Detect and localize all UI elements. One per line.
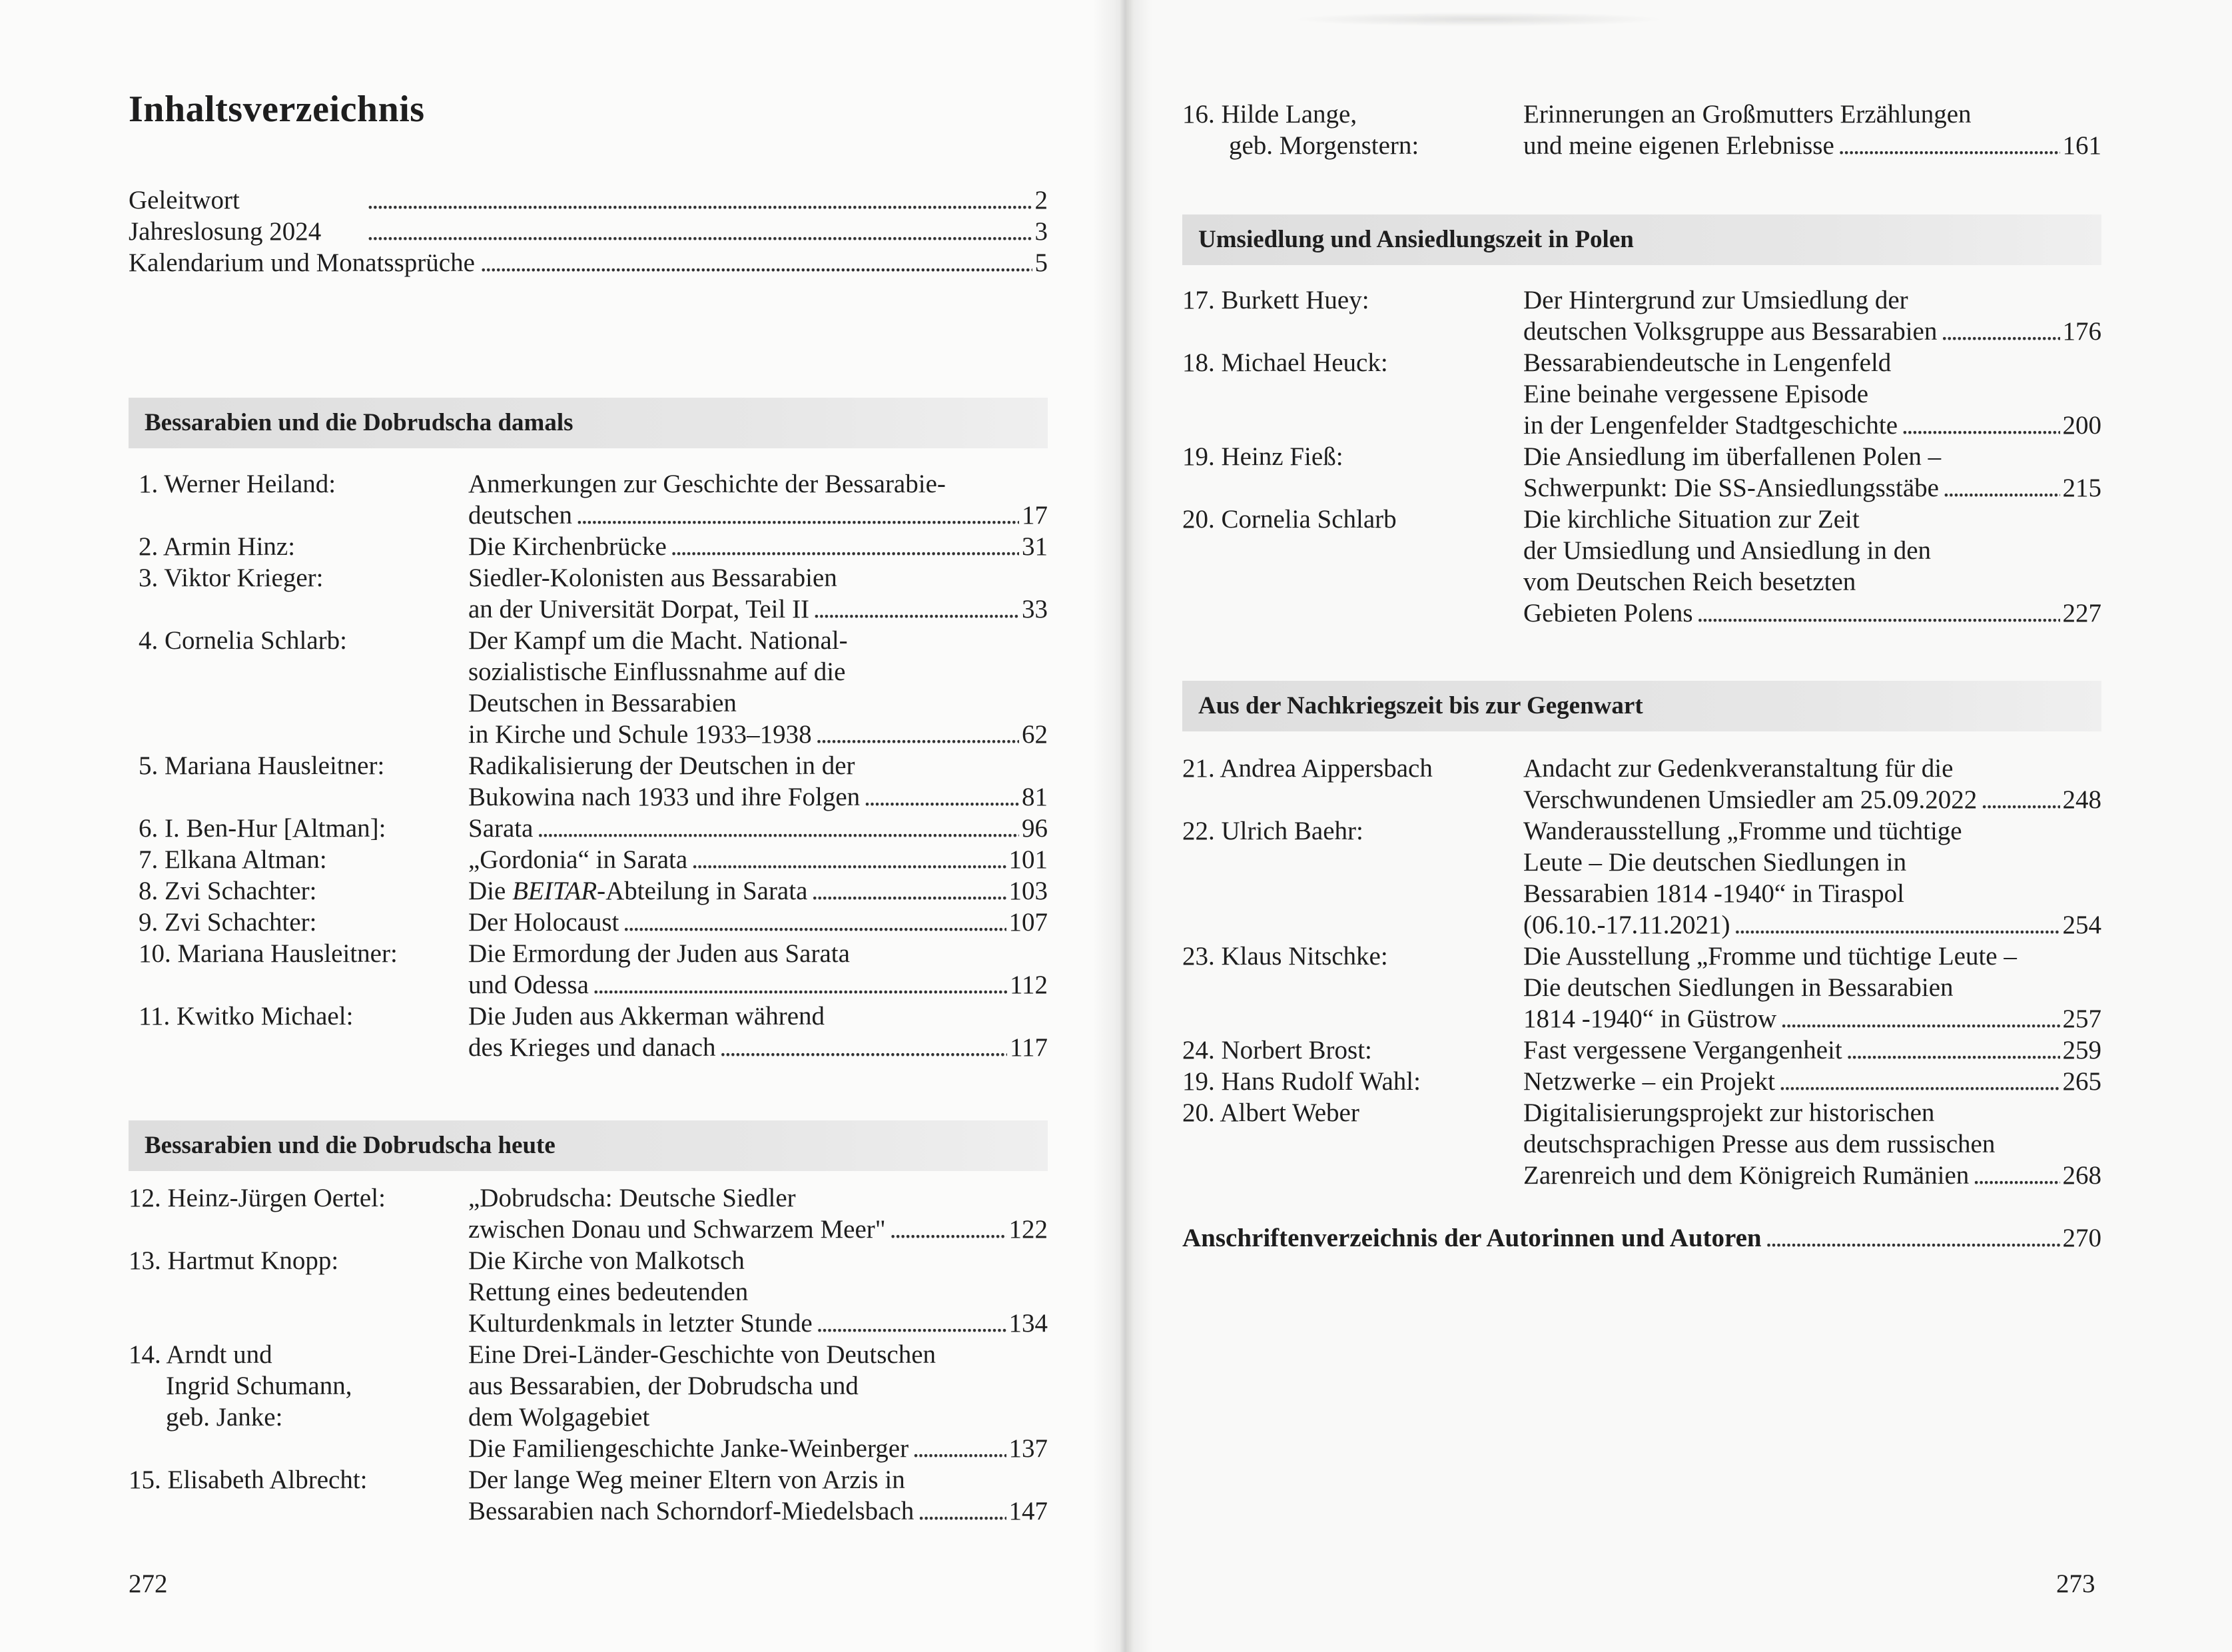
toc-front-page: 3 bbox=[1034, 217, 1048, 246]
toc-title-block bbox=[468, 468, 1048, 531]
toc-title-last-line bbox=[1523, 598, 2101, 629]
toc-author: 10. Mariana Hausleitner: bbox=[139, 939, 398, 968]
toc-title-last-line bbox=[468, 1495, 1048, 1527]
toc-page-number: 96 bbox=[1022, 814, 1048, 843]
toc-title-line: Erinnerungen an Großmutters Erzählungen bbox=[1523, 100, 1972, 129]
toc-front-item bbox=[129, 185, 1048, 216]
toc-title-line: Wanderausstellung „Fromme und tüchtige bbox=[1523, 817, 1962, 845]
toc-title-line: Siedler-Kolonisten aus Bessarabien bbox=[468, 564, 837, 592]
toc-author: Ingrid Schumann, bbox=[166, 1372, 352, 1400]
toc-title-line: Die Kirche von Malkotsch bbox=[468, 1246, 745, 1275]
toc-title-line: Andacht zur Gedenkveranstaltung für die bbox=[1523, 754, 1954, 783]
leader-dots bbox=[890, 1214, 1006, 1245]
toc-author: 12. Heinz-Jürgen Oertel: bbox=[129, 1184, 386, 1212]
toc-title-block bbox=[1523, 941, 2101, 1034]
toc-page-number: 259 bbox=[2062, 1036, 2101, 1064]
toc-author: 8. Zvi Schachter: bbox=[139, 877, 317, 905]
leader-dots bbox=[480, 247, 1032, 278]
toc-front-page: 2 bbox=[1034, 186, 1048, 214]
toc-page-number: 112 bbox=[1009, 971, 1048, 999]
toc-title-last-line bbox=[1523, 316, 2101, 347]
leader-dots bbox=[817, 1308, 1006, 1339]
leader-dots bbox=[691, 844, 1006, 875]
toc-page-number: 161 bbox=[2062, 131, 2101, 160]
toc-title-text: deutschen Volksgruppe aus Bessarabien bbox=[1523, 317, 1938, 346]
toc-title-line: Digitalisierungsprojekt zur historischen bbox=[1523, 1098, 1935, 1127]
toc-front-page: 5 bbox=[1034, 248, 1048, 277]
toc-title-last-line bbox=[468, 594, 1048, 625]
toc-author: 9. Zvi Schachter: bbox=[139, 908, 317, 937]
toc-title-last-line bbox=[468, 500, 1048, 531]
leader-dots bbox=[1734, 909, 2060, 941]
toc-page-number: 248 bbox=[2062, 785, 2101, 814]
toc-author: 7. Elkana Altman: bbox=[139, 845, 327, 874]
toc-title-block bbox=[468, 562, 1048, 625]
toc-title-line: der Umsiedlung und Ansiedlung in den bbox=[1523, 536, 1932, 565]
toc-title-last-line bbox=[468, 1433, 1048, 1464]
toc-title-line: Leute – Die deutschen Siedlungen in bbox=[1523, 848, 1907, 877]
toc-author: 22. Ulrich Baehr: bbox=[1182, 817, 1363, 845]
toc-title-text: Der Holocaust bbox=[468, 908, 619, 937]
toc-page-number: 33 bbox=[1022, 595, 1048, 623]
toc-title-text: und meine eigenen Erlebnisse bbox=[1523, 131, 1834, 160]
toc-title-block bbox=[1523, 1097, 2101, 1191]
toc-page-number: 268 bbox=[2062, 1161, 2101, 1190]
toc-title-last-line bbox=[468, 875, 1048, 907]
book-gutter bbox=[1092, 0, 1152, 1652]
leader-dots bbox=[1902, 410, 2059, 441]
toc-title-text: in Kirche und Schule 1933–1938 bbox=[468, 720, 812, 749]
toc-title-block bbox=[468, 750, 1048, 813]
toc-title-last-line bbox=[1523, 1160, 2101, 1191]
toc-page-number: 122 bbox=[1008, 1215, 1048, 1244]
toc-author: 23. Klaus Nitschke: bbox=[1182, 942, 1388, 971]
toc-author: 21. Andrea Aippersbach bbox=[1182, 754, 1433, 783]
page-title: Inhaltsverzeichnis bbox=[129, 89, 425, 130]
toc-title-last-line bbox=[1523, 1066, 2101, 1097]
toc-title-line: Die Ansiedlung im überfallenen Polen – bbox=[1523, 442, 1942, 471]
leader-dots bbox=[671, 531, 1019, 562]
toc-title-text: Bukowina nach 1933 und ihre Folgen bbox=[468, 783, 861, 811]
toc-author: 16. Hilde Lange, bbox=[1182, 100, 1357, 129]
toc-page-number: 200 bbox=[2062, 411, 2101, 440]
toc-title-line: Die deutschen Siedlungen in Bessarabien bbox=[1523, 973, 1954, 1002]
toc-title-text: Schwerpunkt: Die SS-Ansiedlungsstäbe bbox=[1523, 474, 1939, 502]
toc-page-number: 81 bbox=[1022, 783, 1048, 811]
toc-title-last-line bbox=[468, 719, 1048, 750]
toc-title-line: Anmerkungen zur Geschichte der Bessarabie- bbox=[468, 470, 946, 498]
leader-dots bbox=[1838, 130, 2060, 161]
toc-title-text: Kulturdenkmals in letzter Stunde bbox=[468, 1309, 813, 1338]
leader-dots bbox=[719, 1032, 1006, 1063]
toc-author: geb. Morgenstern: bbox=[1229, 131, 1419, 160]
toc-title-text: Zarenreich und dem Königreich Rumänien bbox=[1523, 1161, 1970, 1190]
toc-title-last-line bbox=[468, 844, 1048, 875]
toc-page-number: 103 bbox=[1008, 877, 1048, 905]
toc-page-number: 107 bbox=[1008, 908, 1048, 937]
toc-page-number: 117 bbox=[1009, 1033, 1048, 1062]
toc-author: 20. Cornelia Schlarb bbox=[1182, 505, 1397, 534]
toc-title-last-line bbox=[1523, 410, 2101, 441]
toc-page-number: 215 bbox=[2062, 474, 2101, 502]
toc-title-line: Die Ermordung der Juden aus Sarata bbox=[468, 939, 850, 968]
toc-author: 11. Kwitko Michael: bbox=[139, 1002, 354, 1031]
toc-title-line: Der Hintergrund zur Umsiedlung der bbox=[1523, 286, 1908, 314]
toc-author: 17. Burkett Huey: bbox=[1182, 286, 1369, 314]
toc-author: 5. Mariana Hausleitner: bbox=[139, 751, 385, 780]
toc-front-item bbox=[129, 247, 1048, 278]
toc-title-block bbox=[468, 625, 1048, 750]
toc-title-text: Verschwundenen Umsiedler am 25.09.2022 bbox=[1523, 785, 1978, 814]
toc-page-number: 134 bbox=[1008, 1309, 1048, 1338]
toc-title-last-line bbox=[468, 1308, 1048, 1339]
page-number: 272 bbox=[129, 1569, 168, 1598]
toc-page-number: 62 bbox=[1022, 720, 1048, 749]
toc-title-block bbox=[1523, 753, 2101, 815]
toc-title-text: Gebieten Polens bbox=[1523, 599, 1693, 627]
toc-title-text: Bessarabien nach Schorndorf-Miedelsbach bbox=[468, 1497, 915, 1525]
toc-title-text: „Gordonia“ in Sarata bbox=[468, 845, 688, 874]
toc-author: 20. Albert Weber bbox=[1182, 1098, 1359, 1127]
leader-dots bbox=[367, 216, 1032, 247]
leader-dots bbox=[623, 907, 1006, 938]
toc-title-line: Rettung eines bedeutenden bbox=[468, 1278, 749, 1306]
section-heading: Bessarabien und die Dobrudscha damals bbox=[129, 398, 1048, 448]
toc-title-text: Netzwerke – ein Projekt bbox=[1523, 1067, 1775, 1096]
toc-title-block bbox=[1523, 99, 2101, 161]
toc-author: 24. Norbert Brost: bbox=[1182, 1036, 1372, 1064]
leader-dots bbox=[367, 185, 1032, 216]
toc-title-text: Die BEITAR-Abteilung in Sarata bbox=[468, 877, 808, 905]
toc-title-block bbox=[468, 1339, 1048, 1464]
toc-title-line: Bessarabiendeutsche in Lengenfeld bbox=[1523, 348, 1892, 377]
leader-dots bbox=[1779, 1066, 2060, 1097]
toc-page-number: 257 bbox=[2062, 1005, 2101, 1033]
leader-dots bbox=[811, 875, 1006, 907]
toc-page-number: 31 bbox=[1022, 532, 1048, 561]
toc-title-last-line bbox=[468, 531, 1048, 562]
leader-dots bbox=[864, 781, 1019, 813]
toc-title-block bbox=[1523, 284, 2101, 347]
toc-title-block bbox=[468, 813, 1048, 844]
leader-dots bbox=[913, 1433, 1006, 1464]
toc-title-line: Die Ausstellung „Fromme und tüchtige Leute – bbox=[1523, 942, 2017, 971]
toc-page-number: 17 bbox=[1022, 501, 1048, 530]
toc-author: 13. Hartmut Knopp: bbox=[129, 1246, 339, 1275]
toc-title-last-line bbox=[468, 813, 1048, 844]
page-number: 273 bbox=[2056, 1569, 2095, 1598]
leader-dots bbox=[593, 969, 1007, 1001]
leader-dots bbox=[1981, 784, 2059, 815]
leader-dots bbox=[576, 500, 1019, 531]
toc-title-last-line bbox=[468, 907, 1048, 938]
toc-title-line: Radikalisierung der Deutschen in der bbox=[468, 751, 855, 780]
toc-title-last-line bbox=[1523, 130, 2101, 161]
toc-title-text: Die Familiengeschichte Janke-Weinberger bbox=[468, 1434, 909, 1463]
toc-page-number: 265 bbox=[2062, 1067, 2101, 1096]
toc-title-line: Eine Drei-Länder-Geschichte von Deutschen bbox=[468, 1340, 936, 1369]
leader-dots bbox=[1973, 1160, 2059, 1191]
toc-page-number: 137 bbox=[1008, 1434, 1048, 1463]
toc-title-text: zwischen Donau und Schwarzem Meer" bbox=[468, 1215, 886, 1244]
toc-author: 3. Viktor Krieger: bbox=[139, 564, 324, 592]
toc-author: 15. Elisabeth Albrecht: bbox=[129, 1465, 368, 1494]
toc-title-line: sozialistische Einflussnahme auf die bbox=[468, 657, 846, 686]
toc-title-block bbox=[468, 875, 1048, 907]
toc-front-label: Jahreslosung 2024 bbox=[129, 217, 322, 246]
leader-dots bbox=[537, 813, 1019, 844]
toc-author: 4. Cornelia Schlarb: bbox=[139, 626, 348, 655]
toc-title-block bbox=[1523, 347, 2101, 441]
toc-title-last-line bbox=[1523, 909, 2101, 941]
toc-title-block bbox=[468, 938, 1048, 1001]
toc-title-line: dem Wolgagebiet bbox=[468, 1403, 650, 1432]
toc-title-text: deutschen bbox=[468, 501, 572, 530]
toc-title-block bbox=[1523, 441, 2101, 504]
toc-author: 19. Hans Rudolf Wahl: bbox=[1182, 1067, 1421, 1096]
leader-dots bbox=[1766, 1222, 2060, 1254]
toc-page-number: 254 bbox=[2062, 911, 2101, 939]
toc-title-last-line bbox=[1523, 784, 2101, 815]
toc-front-label: Kalendarium und Monatssprüche bbox=[129, 248, 475, 277]
toc-author: geb. Janke: bbox=[166, 1403, 283, 1432]
toc-title-block bbox=[468, 1001, 1048, 1063]
section-heading: Bessarabien und die Dobrudscha heute bbox=[129, 1120, 1048, 1171]
toc-title-last-line bbox=[1523, 472, 2101, 504]
toc-title-line: deutschsprachigen Presse aus dem russischen bbox=[1523, 1130, 1996, 1158]
toc-page-number: 147 bbox=[1008, 1497, 1048, 1525]
toc-title-last-line bbox=[468, 781, 1048, 813]
toc-page-number: 101 bbox=[1008, 845, 1048, 874]
toc-title-line: Eine beinahe vergessene Episode bbox=[1523, 380, 1869, 408]
leader-dots bbox=[1941, 316, 2059, 347]
toc-author: 14. Arndt und bbox=[129, 1340, 272, 1369]
toc-title-text: des Krieges und danach bbox=[468, 1033, 716, 1062]
toc-title-text: Die Kirchenbrücke bbox=[468, 532, 667, 561]
toc-title-text: Sarata bbox=[468, 814, 534, 843]
toc-title-text: in der Lengenfelder Stadtgeschichte bbox=[1523, 411, 1898, 440]
toc-title-last-line bbox=[1523, 1034, 2101, 1066]
toc-title-block bbox=[468, 531, 1048, 562]
toc-title-line: Deutschen in Bessarabien bbox=[468, 689, 737, 717]
toc-front-label: Geleitwort bbox=[129, 186, 240, 214]
leader-dots bbox=[1697, 598, 2060, 629]
toc-title-text: (06.10.-17.11.2021) bbox=[1523, 911, 1730, 939]
leader-dots bbox=[918, 1495, 1006, 1527]
toc-title-text: Fast vergessene Vergangenheit bbox=[1523, 1036, 1842, 1064]
toc-title-text: 1814 -1940“ in Güstrow bbox=[1523, 1005, 1777, 1033]
toc-title-block bbox=[468, 1182, 1048, 1245]
toc-title-block bbox=[468, 907, 1048, 938]
section-heading: Umsiedlung und Ansiedlungszeit in Polen bbox=[1182, 214, 2101, 265]
leader-dots bbox=[1846, 1034, 2060, 1066]
toc-title-text: an der Universität Dorpat, Teil II bbox=[468, 595, 810, 623]
toc-title-block bbox=[1523, 1034, 2101, 1066]
toc-title-block bbox=[1523, 815, 2101, 941]
toc-author: 19. Heinz Fieß: bbox=[1182, 442, 1343, 471]
leader-dots bbox=[1943, 472, 2060, 504]
leader-dots bbox=[816, 719, 1019, 750]
toc-title-line: aus Bessarabien, der Dobrudscha und bbox=[468, 1372, 859, 1400]
toc-title-line: Der lange Weg meiner Eltern von Arzis in bbox=[468, 1465, 905, 1494]
toc-title-last-line bbox=[1523, 1003, 2101, 1034]
toc-title-line: Der Kampf um die Macht. National- bbox=[468, 626, 848, 655]
toc-title-block bbox=[468, 1245, 1048, 1339]
toc-address-entry bbox=[1182, 1222, 2101, 1254]
page-shadow bbox=[1292, 12, 1665, 27]
toc-author: 18. Michael Heuck: bbox=[1182, 348, 1388, 377]
leader-dots bbox=[1780, 1003, 2059, 1034]
section-heading: Aus der Nachkriegszeit bis zur Gegenwart bbox=[1182, 681, 2101, 731]
toc-author: 6. I. Ben-Hur [Altman]: bbox=[139, 814, 386, 843]
toc-title-last-line bbox=[468, 969, 1048, 1001]
toc-title-block bbox=[468, 1464, 1048, 1527]
toc-title-block bbox=[468, 844, 1048, 875]
toc-title-line: Bessarabien 1814 -1940“ in Tiraspol bbox=[1523, 879, 1904, 908]
toc-title-line: „Dobrudscha: Deutsche Siedler bbox=[468, 1184, 796, 1212]
toc-title-text: und Odessa bbox=[468, 971, 589, 999]
toc-front-item bbox=[129, 216, 1048, 247]
toc-author: 2. Armin Hinz: bbox=[139, 532, 296, 561]
toc-title-block bbox=[1523, 504, 2101, 629]
toc-title-line: Die Juden aus Akkerman während bbox=[468, 1002, 825, 1031]
toc-title-block bbox=[1523, 1066, 2101, 1097]
toc-page-number: 176 bbox=[2062, 317, 2101, 346]
toc-title-last-line bbox=[468, 1214, 1048, 1245]
toc-address-label: Anschriftenverzeichnis der Autorinnen und Autoren bbox=[1182, 1224, 1762, 1252]
toc-title-line: Die kirchliche Situation zur Zeit bbox=[1523, 505, 1860, 534]
toc-address-page: 270 bbox=[2062, 1224, 2101, 1252]
toc-page-number: 227 bbox=[2062, 599, 2101, 627]
toc-author: 1. Werner Heiland: bbox=[139, 470, 336, 498]
toc-title-last-line bbox=[468, 1032, 1048, 1063]
toc-title-line: vom Deutschen Reich besetzten bbox=[1523, 568, 1856, 596]
leader-dots bbox=[813, 594, 1019, 625]
